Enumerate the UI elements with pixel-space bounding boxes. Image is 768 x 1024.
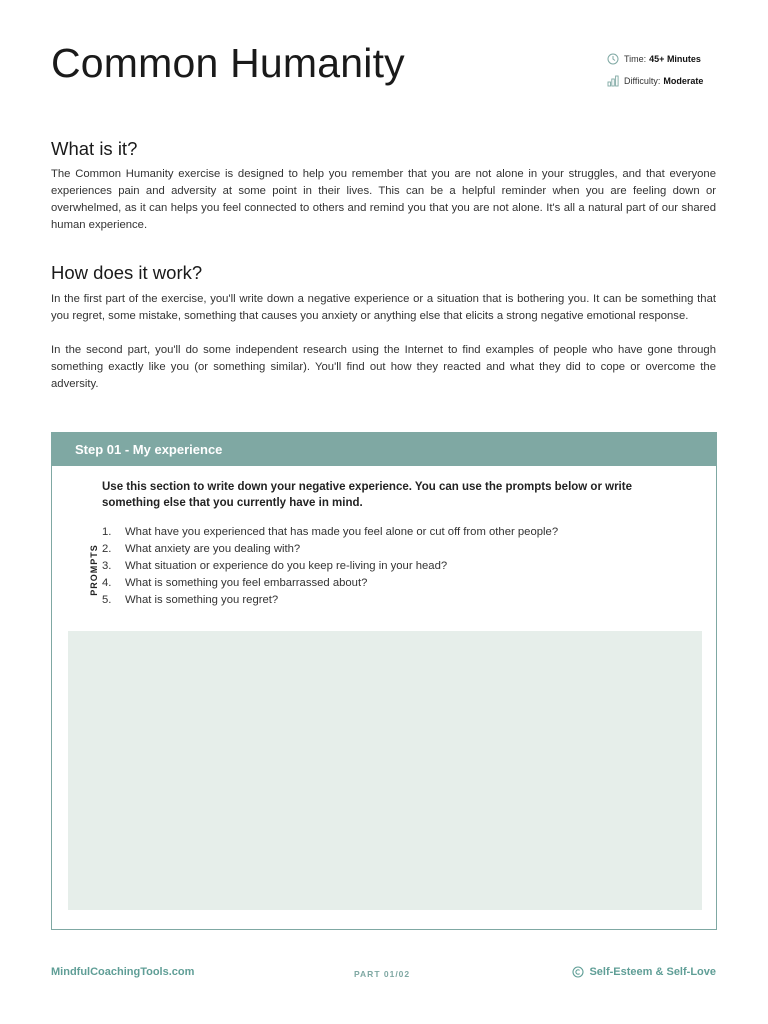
list-item (102, 524, 558, 541)
copyright-icon (572, 966, 584, 978)
prompt-number: 5. (102, 594, 112, 606)
what-text: The Common Humanity exercise is designed to help you remember that you are not alone in your struggles, and that everyone experiences pain and adversity at some point in their lives. This can be a helpful reminder when you are feeling down or overwhelmed, as it can helps you feel connected to others and remind you that you are not alone. It's all a natural part of our shared human experience. (51, 168, 716, 231)
difficulty-row (607, 74, 703, 88)
prompt-text: What situation or experience do you keep re-living in your head? (125, 560, 448, 572)
prompt-number: 1. (102, 526, 112, 538)
list-item (102, 558, 558, 575)
time-row (607, 52, 703, 66)
page-title: Common Humanity (51, 40, 405, 86)
bar-chart-icon (607, 75, 619, 87)
time-label: Time: (624, 54, 647, 64)
footer-topic (572, 966, 716, 978)
prompt-number: 4. (102, 577, 112, 589)
prompt-list (102, 524, 558, 609)
writing-area[interactable] (68, 631, 702, 910)
how-text-2: In the second part, you'll do some independent research using the Internet to find examples of people who have gone through something exactly like you (or something similar). You'll find out how they reacted and what they did to cope or overcome the adversity. (51, 344, 716, 390)
difficulty-label: Difficulty: (624, 76, 661, 86)
list-item (102, 575, 558, 592)
footer-topic-text: Self-Esteem & Self-Love (589, 966, 716, 978)
prompt-number: 2. (102, 543, 112, 555)
clock-icon (607, 53, 619, 65)
step-box (51, 432, 717, 930)
step-header: Step 01 - My experience (52, 433, 716, 466)
prompt-text: What is something you regret? (125, 594, 279, 606)
prompt-text: What is something you feel embarrassed about? (125, 577, 368, 589)
how-heading: How does it work? (51, 262, 203, 283)
prompts-label: PROMPTS (89, 544, 99, 596)
what-heading: What is it? (51, 138, 138, 159)
list-item (102, 592, 558, 609)
time-value: 45+ Minutes (649, 54, 701, 64)
how-text-1: In the first part of the exercise, you'll write down a negative experience or a situation that is bothering you. It can be something that you regret, some mistake, something that causes you anxiety or anything else that elicits a strong negative emotional response. (51, 293, 716, 322)
prompt-text: What have you experienced that has made you feel alone or cut off from other people? (125, 526, 559, 538)
exercise-meta (607, 52, 703, 96)
step-instructions: Use this section to write down your negative experience. You can use the prompts below or write something else that you currently have in mind. (102, 481, 632, 509)
list-item (102, 541, 558, 558)
difficulty-value: Moderate (663, 76, 704, 86)
prompt-number: 3. (102, 560, 112, 572)
prompt-text: What anxiety are you dealing with? (125, 543, 301, 555)
footer-site-link[interactable]: MindfulCoachingTools.com (51, 966, 195, 978)
footer-page-number: PART 01/02 (354, 969, 411, 979)
